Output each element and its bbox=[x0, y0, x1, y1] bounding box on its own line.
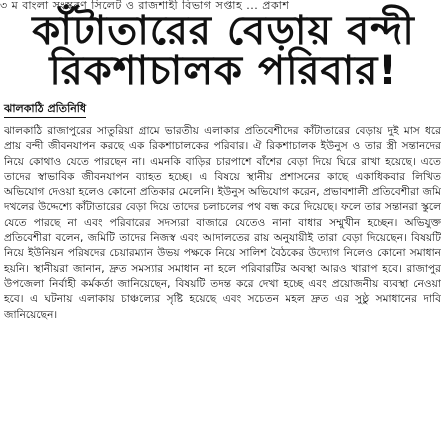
headline-line-1: কাঁটাতারের বেড়ায় বন্দী bbox=[32, 8, 415, 54]
byline: ঝালকাঠি প্রতিনিধি bbox=[4, 102, 86, 118]
masthead-strip: ৩ ম বাংলা সংস্করণ সিলেট ও রাজশাহী বিভাগ সপ্তাহ ... প্রকাশ bbox=[0, 0, 290, 12]
headline-line-2: রিকশাচালক পরিবার! bbox=[49, 48, 398, 94]
article-body: ঝালকাঠি রাজাপুরের সাতুরিয়া গ্রামে ভারতীয় এলাকার প্রতিবেশীদের কাঁটাতারের বেড়ায় দুই মাস ধরে প্রায় বন্দী জীবনযাপন করছে এক রিকশাচালকের পরিবার। ঐ রিকশাচালক ইউনুস ও তার স্ত্রী সন্তানদের নিয়ে কোথাও যেতে পারছেন না। এমনকি বাড়ির চারপাশে বাঁশের বেড়া দিয়ে ঘিরে রাখা হয়েছে। এতে তাদের স্বাভাবিক জীবনযাপন ব্যাহত হচ্ছে। এ বিষয়ে স্থানীয় প্রশাসনের কাছে একাধিকবার লিখিত অভিযোগ দেওয়া হলেও কোনো প্রতিকার মেলেনি। ইউনুস অভিযোগ করেন, প্রভাবশালী প্রতিবেশীরা জমি দখলের উদ্দেশ্যে কাঁটাতারের বেড়া দিয়ে তাদের চলাচলের পথ বন্ধ করে দিয়েছে। ফলে তার সন্তানরা স্কুলে যেতে পারছে না এবং পরিবারের সদস্যরা বাজারে যেতেও নানা বাধার সম্মুখীন হচ্ছেন। অভিযুক্ত প্রতিবেশীরা বলেন, জমিটি তাদের নিজস্ব এবং আদালতের রায় অনুযায়ীই তারা বেড়া দিয়েছেন। বিষয়টি নিয়ে ইউনিয়ন পরিষদের চেয়ারম্যান উভয় পক্ষকে নিয়ে সালিশ বৈঠকের উদ্যোগ নিলেও কোনো সমাধান হয়নি। স্থানীয়রা জানান, দ্রুত সমস্যার সমাধান না হলে পরিবারটির অবস্থা আরও খারাপ হবে। রাজাপুর উপজেলা নির্বাহী কর্মকর্তা জানিয়েছেন, বিষয়টি তদন্ত করে দেখা হচ্ছে এবং প্রয়োজনীয় ব্যবস্থা নেওয়া হবে। এ ঘটনায় এলাকায় চাঞ্চল্যের সৃষ্টি হয়েছে এবং সচেতন মহল দ্রুত এর সুষ্ঠু সমাধানের দাবি জানিয়েছেন। bbox=[4, 125, 441, 321]
